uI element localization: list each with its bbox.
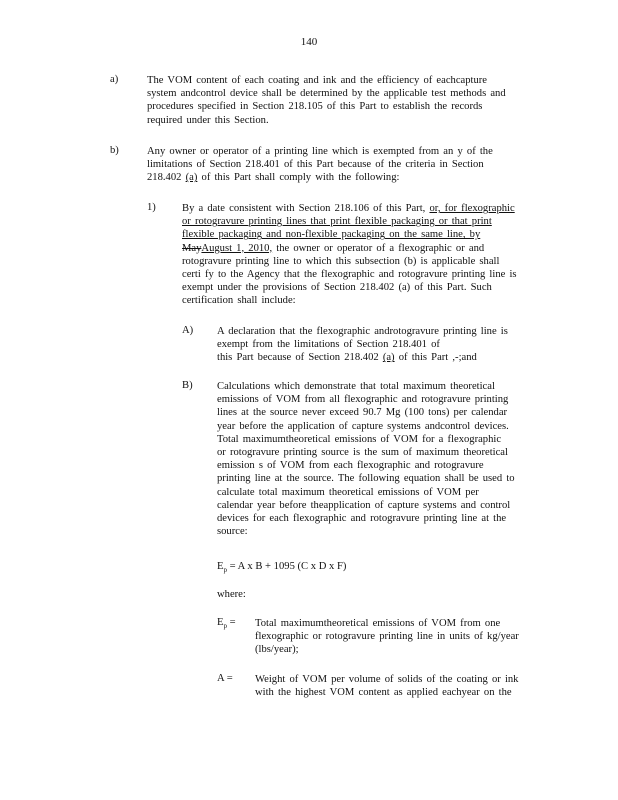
- equals-sign: =: [226, 673, 233, 684]
- inserted-line: or rotogravure printing lines that print flexible packaging or that print: [182, 216, 492, 228]
- item-A-line: A declaration that the flexographic androtogravure printing line is: [217, 326, 508, 337]
- item-a-line: The VOM content of each coating and ink and the efficiency of eachcapture: [147, 75, 487, 86]
- equals-sign: =: [229, 617, 236, 628]
- item-A-line: exempt from the limitations of Section 218.401 of: [217, 339, 440, 351]
- item-b-line: limitations of Section 218.401 of this Part because of the criteria in Section: [147, 159, 484, 171]
- item-B-line: or rotogravure printing source is the sum of maximum theoretical: [217, 447, 508, 459]
- item-B-paragraph: [217, 380, 542, 538]
- definition-line: with the highest VOM content as applied eachyear on the: [255, 687, 512, 699]
- item-b-line: Any owner or operator of a printing line which is exempted from an y of the: [147, 146, 493, 157]
- struck-text: May: [182, 242, 202, 254]
- where-label: where:: [217, 589, 246, 600]
- item-B-label: B): [182, 380, 193, 391]
- item-b-paragraph: [147, 145, 532, 185]
- item-B-line: source:: [217, 526, 248, 538]
- item-A-label: A): [182, 325, 194, 336]
- inserted-text: or, for flexographic: [429, 203, 515, 214]
- item-b-line-3: [147, 171, 532, 184]
- definition-line: Weight of VOM per volume of solids of the coating or ink: [255, 674, 519, 685]
- item-1-paragraph: [182, 202, 542, 308]
- item-A-paragraph: [217, 325, 542, 365]
- definition-line: flexographic or rotogravure printing line in units of kg/year: [255, 631, 519, 643]
- page-number: 140: [300, 36, 318, 48]
- def-a-text: [255, 673, 540, 699]
- item-B-line: emission s of VOM from each flexographic and rotogravure: [217, 460, 484, 472]
- inserted-line: flexible packaging and non-flexible packaging on the same line, by: [182, 229, 481, 241]
- item-a-line: system andcontrol device shall be determined by the applicable test methods and: [147, 88, 506, 100]
- item-B-line: emissions of VOM from all flexographic and rotogravure printing: [217, 394, 509, 406]
- item-1-line: [182, 202, 542, 215]
- item-B-line: calendar year before theapplication of capture systems and control: [217, 499, 511, 511]
- item-1-line: rotogravure printing line to which this subsection (b) is applicable shall: [182, 255, 500, 267]
- inserted-text: August 1, 2010,: [201, 242, 273, 254]
- item-a-line: procedures specified in Section 218.105 of this Part to establish the records: [147, 101, 483, 113]
- definition-line: (lbs/year);: [255, 644, 299, 656]
- plain-text: By a date consistent with Section 218.106 of this Part,: [182, 203, 426, 214]
- item-1-line: certi fy to the Agency that the flexographic and rotogravure printing line is: [182, 269, 517, 281]
- symbol-subscript: p: [223, 622, 227, 631]
- def-ep-symbol: [217, 617, 236, 630]
- item-b-line-tail: of this Part shall comply with the following:: [201, 172, 400, 184]
- def-ep-text: [255, 617, 540, 657]
- plain-text: of this Part: [398, 352, 449, 364]
- equation: [217, 561, 346, 574]
- equation-lhs: E: [217, 561, 224, 572]
- item-B-line: Calculations which demonstrate that total maximum theoretical: [217, 381, 495, 392]
- item-A-line-3: [217, 351, 542, 364]
- section-ref: 218.402: [147, 172, 182, 184]
- item-B-line: Total maximumtheoretical emissions of VOM for a flexographic: [217, 433, 502, 445]
- equation-subscript: p: [223, 566, 227, 575]
- item-a-paragraph: [147, 74, 532, 127]
- item-b-label: b): [110, 145, 119, 156]
- equation-rhs: = A x B + 1095 (C x D x F): [229, 561, 347, 572]
- definition-line: Total maximumtheoretical emissions of VOM from one: [255, 618, 501, 629]
- item-B-line: calculate total maximum theoretical emissions of VOM per: [217, 486, 479, 498]
- item-1-line: exempt under the provisions of Section 218.402 (a) of this Part. Such: [182, 282, 492, 294]
- symbol-text: A: [217, 673, 225, 684]
- underlined-ref: (a): [382, 352, 395, 364]
- underlined-ref: (a): [185, 172, 198, 184]
- def-a-symbol: [217, 673, 233, 684]
- item-B-line: lines at the source never exceed 90.7 Mg (100 tons) per calendar: [217, 407, 508, 419]
- plain-text: the owner or operator of a flexographic or and: [276, 242, 485, 254]
- symbol-text: E: [217, 617, 224, 628]
- item-a-line: required under this Section.: [147, 114, 269, 126]
- item-B-line: year before the application of capture systems andcontrol devices.: [217, 420, 509, 432]
- item-1-label: 1): [147, 202, 156, 213]
- edit-mark-text: ,-;and: [452, 352, 477, 364]
- item-1-line: certification shall include:: [182, 295, 296, 307]
- plain-text: this Part because of Section 218.402: [217, 352, 379, 364]
- item-1-line: [182, 242, 542, 255]
- item-a-label: a): [110, 74, 119, 85]
- item-B-line: printing line at the source. The following equation shall be used to: [217, 473, 515, 485]
- item-B-line: devices for each flexographic and rotogravure printing line at the: [217, 513, 507, 525]
